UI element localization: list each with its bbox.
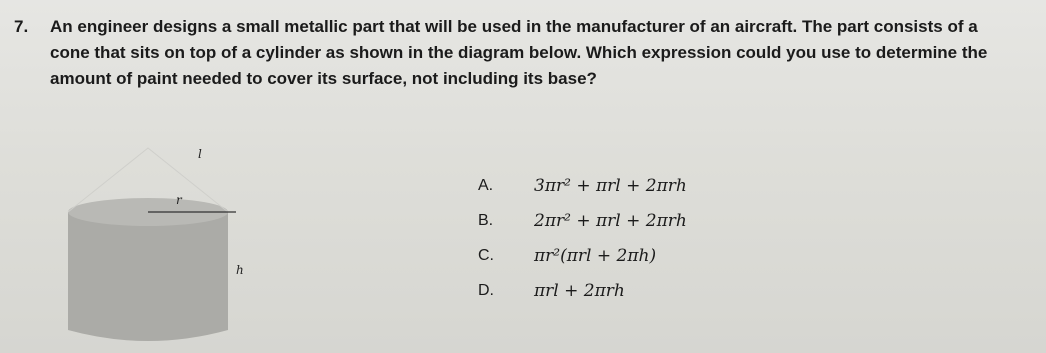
radius-label: r (176, 193, 182, 207)
question-text-line-1: An engineer designs a small metallic part that will be used in the manufacturer of an aircraft. The part consists of a (50, 17, 978, 36)
question-line-1 (14, 14, 1024, 40)
choice-b-letter: B. (478, 211, 494, 229)
question-7 (14, 14, 1024, 92)
choice-c-letter: C. (478, 246, 494, 264)
choice-c[interactable] (478, 238, 687, 273)
choice-b[interactable] (478, 203, 687, 238)
choice-b-expression: 2πr² + πrl + 2πrh (534, 210, 687, 231)
cone-cylinder-diagram (60, 140, 260, 350)
height-label: h (236, 263, 244, 277)
choice-a-letter: A. (478, 176, 494, 194)
choice-d[interactable] (478, 273, 687, 308)
question-line-3: amount of paint needed to cover its surface, not including its base? (50, 69, 597, 88)
cylinder-body (68, 212, 228, 341)
choice-d-letter: D. (478, 281, 494, 299)
choice-c-expression: πr²(πrl + 2πh) (534, 245, 657, 266)
choice-d-expression: πrl + 2πrh (534, 280, 625, 301)
choice-a[interactable] (478, 168, 687, 203)
slant-height-label: l (198, 147, 202, 161)
question-number: 7. (14, 17, 29, 36)
question-line-2: cone that sits on top of a cylinder as shown in the diagram below. Which expression could you use to determine the (50, 43, 988, 62)
choice-a-expression: 3πr² + πrl + 2πrh (534, 175, 687, 196)
answer-choices (478, 168, 687, 308)
